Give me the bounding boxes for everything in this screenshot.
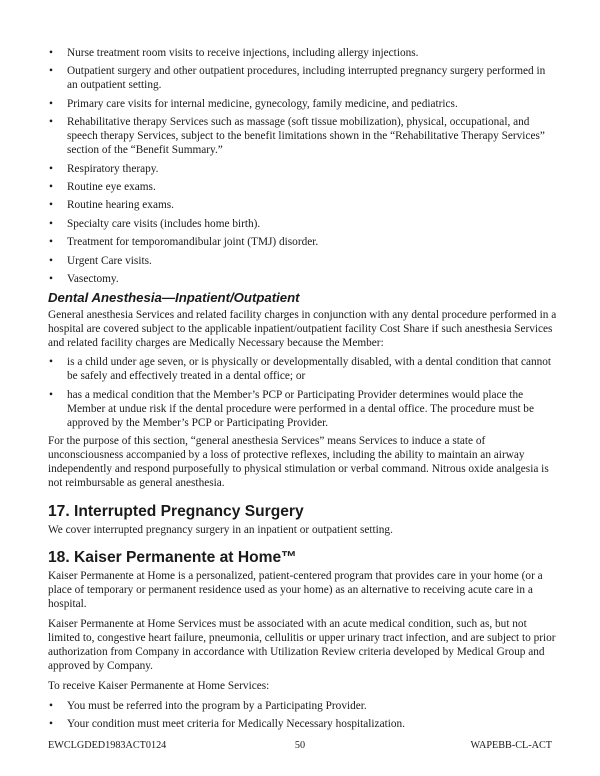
list-item: • Urgent Care visits. [48,254,558,268]
list-item: • Outpatient surgery and other outpatient procedures, including interrupted pregnancy surgery performed in an outpatient setting. [48,64,558,92]
document-page [48,46,558,736]
footer-page-number: 50 [294,740,306,751]
list-item: • Vasectomy. [48,272,558,286]
footer-document-code: EWCLGDED1983ACT0124 [48,740,167,751]
list-item: • Specialty care visits (includes home birth). [48,217,558,231]
dental-intro-paragraph: General anesthesia Services and related facility charges in conjunction with any dental procedure performed in a hospital are covered subject to the applicable inpatient/outpatient facility Cost Share if such anesthesia Services and related facility charges are Medically Necessary because the Member: [48,309,557,350]
footer-plan-code: WAPEBB-CL-ACT [470,740,552,751]
list-item: • Primary care visits for internal medicine, gynecology, family medicine, and pediatrics. [48,97,558,111]
list-item: • Routine hearing exams. [48,198,558,212]
list-item: • has a medical condition that the Member’s PCP or Participating Provider determines would place the Member at undue risk if the dental procedure were performed in a dental office. The procedure must be approved by the Member’s PCP or Participating Provider. [48,388,558,430]
list-item: • Nurse treatment room visits to receive injections, including allergy injections. [48,46,558,60]
section-17-text: We cover interrupted pregnancy surgery in an inpatient or outpatient setting. [48,524,393,537]
list-item: • Rehabilitative therapy Services such as massage (soft tissue mobilization), physical, occupational, and speech therapy Services, subject to the benefit limitations shown in the “Rehabilitative Therapy Services” section of the “Benefit Summary.” [48,115,558,157]
list-item: • Routine eye exams. [48,180,558,194]
section-18-paragraph-2: Kaiser Permanente at Home Services must be associated with an acute medical condition, such as, but not limited to, congestive heart failure, pneumonia, cellulitis or upper urinary tract infection, and are subject to prior authorization from Company in accordance with Utilization Review criteria developed by Medical Group and approved by Company. [48,618,556,673]
dental-anesthesia-heading: Dental Anesthesia—Inpatient/Outpatient [48,290,300,306]
list-item: • is a child under age seven, or is physically or developmentally disabled, with a dental condition that cannot be safely and effectively treated in a dental office; or [48,355,558,383]
covered-services-list [48,46,558,286]
list-item: • You must be referred into the program by a Participating Provider. [48,699,558,713]
dental-purpose-paragraph: For the purpose of this section, “general anesthesia Services” means Services to induce a state of unconsciousness accompanied by a loss of protective reflexes, including the ability to maintain an airway independently and respond purposefully to physical stimulation or verbal command. Nitrous oxide analgesia is not reimbursable as general anesthesia. [48,435,549,490]
dental-conditions-list [48,355,558,429]
list-item: • Treatment for temporomandibular joint (TMJ) disorder. [48,235,558,249]
list-item: • Your condition must meet criteria for Medically Necessary hospitalization. [48,717,558,731]
section-18-paragraph-3: To receive Kaiser Permanente at Home Services: [48,680,270,693]
list-item: • Respiratory therapy. [48,162,558,176]
section-18-paragraph-1: Kaiser Permanente at Home is a personalized, patient-centered program that provides care in your home (or a place of temporary or permanent residence used as your home) as an alternative to receiving acute care in a hospital. [48,570,543,611]
home-requirements-list [48,699,558,731]
section-18-heading: 18. Kaiser Permanente at Home™ [48,549,297,567]
section-17-heading: 17. Interrupted Pregnancy Surgery [48,503,304,521]
